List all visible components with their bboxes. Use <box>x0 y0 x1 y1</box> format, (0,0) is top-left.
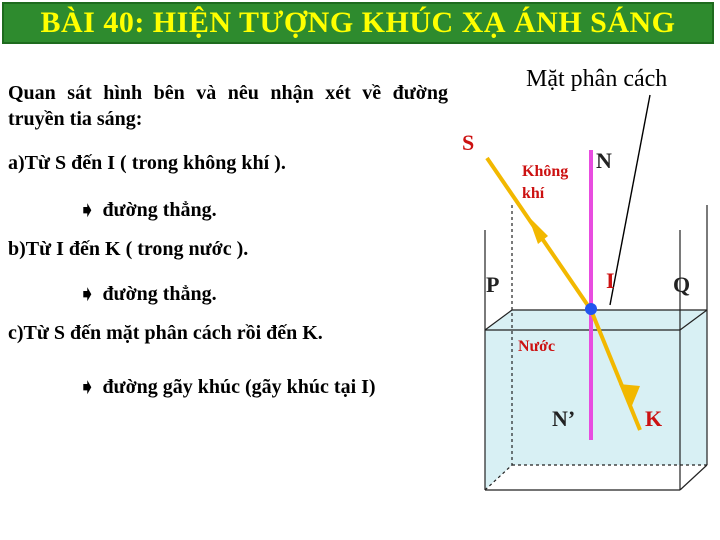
water-region <box>512 310 707 465</box>
water-label: Nước <box>518 338 556 355</box>
arrow-right-icon: ➧ <box>78 198 97 223</box>
answer-c-text: đường gãy khúc (gãy khúc tại I) <box>102 376 376 398</box>
question-a: a)Từ S đến I ( trong không khí ). <box>8 152 286 174</box>
question-c: c)Từ S đến mặt phân cách rồi đến K. <box>8 322 323 344</box>
arrow-right-icon: ➧ <box>78 375 97 400</box>
boundary-label: Mặt phân cách <box>526 66 668 92</box>
boundary-pointer <box>610 95 650 305</box>
label-s: S <box>462 130 475 155</box>
label-n-prime: N’ <box>552 406 576 431</box>
label-n: N <box>596 148 612 173</box>
label-k: K <box>645 406 663 431</box>
question-b: b)Từ I đến K ( trong nước ). <box>8 238 249 260</box>
air-label: Không khí <box>522 163 569 202</box>
point-i <box>585 303 597 315</box>
page-title: BÀI 40: HIỆN TƯỢNG KHÚC XẠ ÁNH SÁNG <box>40 6 676 39</box>
label-p: P <box>486 272 500 297</box>
arrow-right-icon: ➧ <box>78 282 97 307</box>
water-side <box>485 310 512 490</box>
intro-text: Quan sát hình bên và nêu nhận xét về đường truyền tia sáng: <box>8 82 448 130</box>
label-i: I <box>606 268 615 293</box>
label-q: Q <box>673 272 691 297</box>
answer-b-text: đường thẳng. <box>102 283 217 305</box>
answer-a-text: đường thẳng. <box>102 199 217 221</box>
